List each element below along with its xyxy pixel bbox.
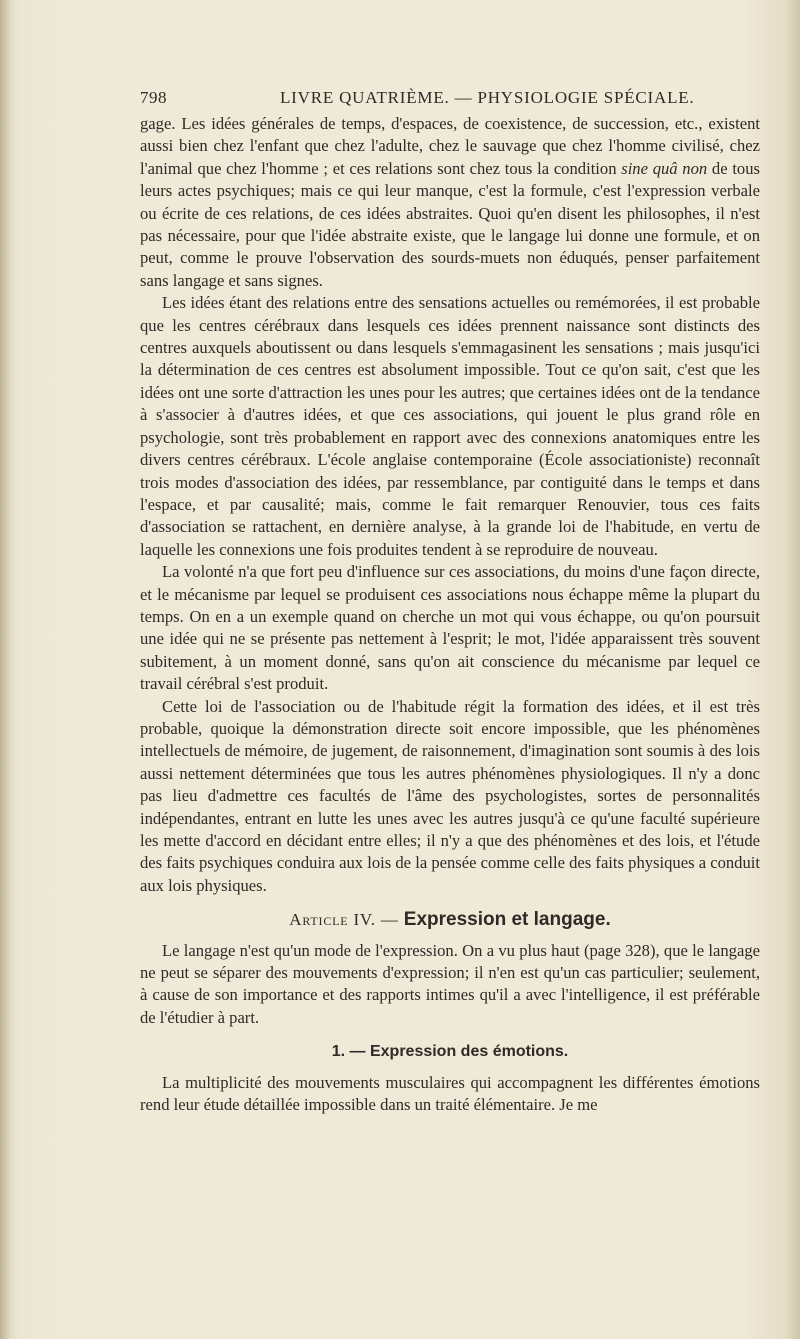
article-title: Expression et langage. [403, 909, 611, 931]
article-paragraph: Le langage n'est qu'un mode de l'expression. On a vu plus haut (page 328), que le langage ne peut se séparer des mouvements d'expression; il n'en est qu'un cas particulier; seulement, à cause de son importance et des rapports intimes qu'il a avec l'intelligence, il est préférable de l'étudier à part. [140, 940, 760, 1027]
paragraph-1: gage. Les idées générales de temps, d'espaces, de coexistence, de succession, etc., existent aussi bien chez l'enfant que chez l'adulte, chez le sauvage que chez l'homme civilisé, chez l'animal que chez l'homme ; et ces relations sont chez tous la condition sine quâ non de tous leurs actes psychiques; mais ce qui leur manque, c'est la formule, c'est l'expression verbale ou écrite de ces relations, de ces idées abstraites. Quoi qu'en disent les philosophes, il n'est pas nécessaire, pour que l'idée abstraite existe, que le langage lui donne une formule, et on peut, comme le prouve l'observation des sourds-muets non éduqués, penser parfaitement sans langage et sans signes. [140, 114, 760, 290]
page-number: 798 [140, 88, 167, 107]
article-label: Article IV. — [289, 910, 404, 930]
article-heading [140, 909, 760, 931]
section-paragraph: La multiplicité des mouvements musculaires qui accompagnent les différentes émotions rend leur étude détaillée impossible dans un traité élémentaire. Je me [140, 1072, 760, 1115]
page-binding-edge [0, 0, 10, 1339]
running-head: LIVRE QUATRIÈME. — PHYSIOLOGIE SPÉCIALE. [280, 88, 695, 107]
page-header [140, 88, 760, 114]
body-text [140, 113, 760, 1116]
latin-phrase: sine quâ non [621, 158, 708, 178]
section-heading: 1. — Expression des émotions. [331, 1043, 569, 1061]
paragraph-3: La volonté n'a que fort peu d'influence sur ces associations, du moins d'une façon directe, et le mécanisme par lequel se produisent ces associations nous échappe même la plupart du temps. On en a un exemple quand on cherche un mot qui vous échappe, ou qu'on poursuit une idée qui ne se présente pas nettement à l'esprit; le mot, l'idée apparaissent très souvent subitement, à un moment donné, sans qu'on ait conscience du mécanisme par lequel ce travail cérébral s'est produit. [140, 562, 760, 694]
paragraph-2: Les idées étant des relations entre des sensations actuelles ou remémorées, il est probable que les centres cérébraux dans lesquels ces idées prennent naissance sont distincts des centres auxquels aboutissent ou dans lesquels s'emmagasinent les sensations ; mais jusqu'ici la détermination de ces centres est absolument impossible. Tout ce qu'on sait, c'est que les idées ont une sorte d'attraction les unes pour les autres; que certaines idées ont de la tendance à s'associer à d'autres idées, et que ces associations, qui jouent le plus grand rôle en psychologie, sont très probablement en rapport avec des connexions anatomiques entre les divers centres cérébraux. L'école anglaise contemporaine (École associationiste) reconnaît trois modes d'association des idées, par ressemblance, par contiguité dans le temps et dans l'espace, et par causalité; mais, comme le fait remarquer Renouvier, tous ces faits d'association se rattachent, en dernière analyse, à la grande loi de l'habitude, en vertu de laquelle les connexions une fois produites tendent à se reproduire de nouveau. [140, 293, 760, 559]
paragraph-4: Cette loi de l'association ou de l'habitude régit la formation des idées, et il est très probable, quoique la démonstration directe soit encore impossible, que les phénomènes intellectuels de mémoire, de jugement, de raisonnement, d'imagination sont soumis à des lois aussi nettement déterminées que tous les autres phénomènes physiologiques. Il n'y a donc pas lieu d'admettre ces facultés de l'âme des psychologistes, sortes de personnalités indépendantes, entrant en lutte les unes avec les autres jusqu'à ce qu'une faculté supérieure les mette d'accord en décidant entre elles; il n'y a que des phénomènes et des lois, et l'étude des faits psychiques conduira aux lois de la pensée comme celle des faits physiques a conduit aux lois physiques. [140, 696, 760, 895]
